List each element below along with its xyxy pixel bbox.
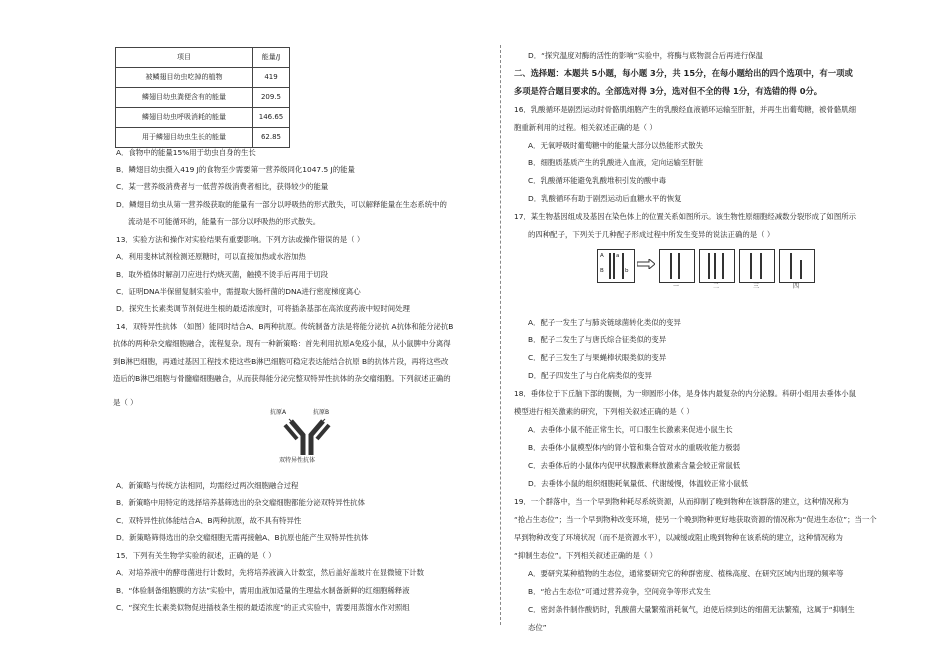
gene-label: B bbox=[600, 268, 604, 274]
option-text: D．“探究温度对酶的活性的影响”实验中，将酶与底物混合后再进行保温 bbox=[528, 51, 764, 60]
table-cell: 209.5 bbox=[253, 88, 290, 108]
option-text: C．配子三发生了与果蝇棒状眼类似的变异 bbox=[528, 353, 667, 362]
question-text: 抗体的两种杂交瘤细胞融合，流程复杂。现有一种新策略：首先利用抗原A免疫小鼠，从小鼠脾中分离得 bbox=[113, 339, 451, 348]
option-text: B．“抢占生态位”可通过营养竞争，空间竞争等形式发生 bbox=[528, 587, 711, 596]
question-text: 的四种配子，下列关于几种配子形成过程中所发生变异的说法正确的是（ ） bbox=[528, 230, 775, 239]
chromosome bbox=[722, 253, 724, 279]
option-text: C．双特异性抗体能结合A、B两种抗原，故不具有特异性 bbox=[116, 516, 302, 525]
option-text: A．新策略与传统方法相同，均需经过两次细胞融合过程 bbox=[116, 481, 299, 490]
option-text: C．某一营养级消费者与一低营养级消费者相比，获得较少的能量 bbox=[116, 182, 329, 191]
question-text: “抑制生态位”。下列相关叙述正确的是（ ） bbox=[514, 551, 658, 560]
table-header-cell: 能量/J bbox=[253, 48, 290, 68]
arrow-icon bbox=[637, 259, 655, 269]
chromosome bbox=[714, 253, 716, 279]
antibody-icon bbox=[283, 417, 331, 457]
question-text: “抢占生态位”；当一个早到物种改变环境，使另一个晚到物种更好地获取资源的情况称为“促进生态位”；当一个 bbox=[514, 515, 877, 524]
gamete-cell-3 bbox=[739, 249, 775, 283]
question-text: 造后的B淋巴细胞与骨髓瘤细胞融合，从而获得能分泌完整双特异性抗体的杂交瘤细胞。下列叙述正确的 bbox=[113, 374, 451, 383]
table-cell: 62.85 bbox=[253, 128, 290, 148]
option-text: A．无氧呼吸时葡萄糖中的能量大部分以热能形式散失 bbox=[528, 141, 704, 150]
option-text: D．配子四发生了与白化病类似的变异 bbox=[528, 371, 652, 380]
question-15: 15．下列有关生物学实验的叙述，正确的是（ ） bbox=[116, 551, 276, 560]
question-19: 19．一个群落中，当一个早到物种耗尽系统资源，从而抑制了晚到物种在该群落的建立，这种情况称为 bbox=[514, 497, 849, 506]
chromosome bbox=[790, 253, 792, 279]
antibody-caption: 双特异性抗体 bbox=[279, 457, 316, 464]
question-text: 早到物种改变了环境状况（而不是资源水平），以减缓或阻止晚到物种在该系统的建立，这种情况称为 bbox=[514, 533, 843, 542]
gene-label: a bbox=[616, 253, 620, 259]
option-text: D．去垂体小鼠的组织细胞耗氧量低、代谢缓慢，体温较正常小鼠低 bbox=[528, 479, 749, 488]
gamete-label: 二 bbox=[713, 283, 720, 290]
question-text: 到B淋巴细胞，再通过基因工程技术使这些B淋巴细胞可稳定表达能结合抗原 B的抗体片段，再将这些改 bbox=[113, 357, 449, 366]
column-divider bbox=[500, 45, 501, 625]
table-cell: 被鳞翅目幼虫吃掉的植物 bbox=[116, 68, 253, 88]
table-row bbox=[116, 88, 290, 108]
option-text: A．对培养液中的酵母菌进行计数时，先将培养液滴入计数室，然后盖好盖玻片在显微镜下计数 bbox=[116, 568, 425, 577]
chromosome bbox=[708, 253, 710, 279]
option-text: A．食物中的能量15%用于幼虫自身的生长 bbox=[116, 148, 256, 157]
question-text: 模型进行相关激素的研究，下列相关叙述正确的是（ ） bbox=[514, 407, 694, 416]
table-header-cell: 项目 bbox=[116, 48, 253, 68]
option-text: A．要研究某种植物的生态位，通常要研究它的种群密度、植株高度、在研究区域内出现的频率等 bbox=[528, 569, 844, 578]
gamete-cell-4 bbox=[779, 249, 815, 283]
chromosome bbox=[678, 253, 680, 279]
option-text: C．证明DNA半保留复制实验中，需提取大肠杆菌的DNA进行密度梯度离心 bbox=[116, 287, 361, 296]
option-text: D．鳞翅目幼虫从第一营养级获取的能量有一部分以呼吸热的形式散失，可以解释能量在生态系统中的 bbox=[116, 200, 447, 209]
option-text: C．密封条件制作酸奶时，乳酸菌大量繁殖消耗氧气，迫使后续到达的细菌无法繁殖，这属于“抑制生 bbox=[528, 605, 855, 614]
option-text: C．乳酸循环能避免乳酸堆积引发的酸中毒 bbox=[528, 176, 667, 185]
option-text: C．“探究生长素类似物促进插枝条生根的最适浓度”的正式实验中，需要用蒸馏水作对照组 bbox=[116, 603, 410, 612]
gamete-cell-2 bbox=[699, 249, 735, 283]
chromosome bbox=[800, 260, 802, 279]
gamete-figure bbox=[597, 247, 837, 295]
section-heading: 二、选择题：本题共 5小题，每小题 3分，共 15分，在每小题给出的四个选项中，有一项或 bbox=[514, 68, 853, 78]
chromosome bbox=[622, 253, 624, 279]
table-header-row bbox=[116, 48, 290, 68]
option-text: A．去垂体小鼠不能正常生长，可口服生长激素来促进小鼠生长 bbox=[528, 425, 733, 434]
chromosome bbox=[750, 253, 752, 279]
gene-label: b bbox=[625, 268, 629, 274]
option-text-cont: 流动是不可能循环的，能量有一部分以呼吸热的形式散失。 bbox=[128, 217, 321, 226]
option-text: B．取外植体时解剖刀应进行灼烧灭菌，触摸不烫手后再用于切段 bbox=[116, 270, 329, 279]
table-cell: 146.65 bbox=[253, 108, 290, 128]
question-13: 13．实验方法和操作对实验结果有重要影响。下列方法或操作错误的是（ ） bbox=[116, 235, 365, 244]
chromosome bbox=[670, 253, 672, 279]
table-cell: 鳞翅目幼虫呼吸消耗的能量 bbox=[116, 108, 253, 128]
question-14: 14．双特异性抗体 （如图）能同时结合A、B两种抗原。传统制备方法是将能分泌抗 A抗体和能分泌抗B bbox=[116, 322, 454, 331]
table-row bbox=[116, 128, 290, 148]
antigen-b-label: 抗原B bbox=[313, 409, 330, 416]
energy-table bbox=[115, 47, 290, 148]
question-text: 是（ ） bbox=[113, 398, 138, 407]
question-17: 17．某生物基因组成及基因在染色体上的位置关系如图所示。该生物性原细胞经减数分裂形成了如图所示 bbox=[514, 212, 856, 221]
gamete-label: 三 bbox=[753, 283, 760, 290]
section-heading: 多项是符合题目要求的。全部选对得 3分，选对但不全的得 1分，有选错的得 0分。 bbox=[514, 86, 823, 96]
option-text: A．配子一发生了与肺炎链球菌转化类似的变异 bbox=[528, 318, 681, 327]
option-text: B．新策略中用特定的选择培养基筛选出的杂交瘤细胞都能分泌双特异性抗体 bbox=[116, 498, 365, 507]
gamete-label: 一 bbox=[673, 283, 680, 290]
chromosome bbox=[613, 253, 615, 279]
gamete-cell-1 bbox=[659, 249, 695, 283]
option-text: B．“体验制备细胞膜的方法”实验中，需用血液加适量的生理盐水制备新鲜的红细胞稀释液 bbox=[116, 586, 410, 595]
option-text: B．鳞翅目幼虫摄入419 J的食物至少需要第一营养级同化1047.5 J的能量 bbox=[116, 165, 355, 174]
table-cell: 用于鳞翅目幼虫生长的能量 bbox=[116, 128, 253, 148]
option-text: C．去垂体后的小鼠体内促甲状腺激素释放激素含量会较正常鼠低 bbox=[528, 461, 741, 470]
question-text: 胞重新利用的过程。相关叙述正确的是（ ） bbox=[514, 123, 657, 132]
gene-label: A bbox=[600, 253, 604, 259]
table-row bbox=[116, 108, 290, 128]
option-text: D．新策略筛得选出的杂交瘤细胞无需再接触A、B抗原也能产生双特异性抗体 bbox=[116, 533, 369, 542]
chromosome bbox=[609, 253, 611, 279]
gamete-label: 四 bbox=[793, 283, 800, 290]
table-cell: 419 bbox=[253, 68, 290, 88]
table-row bbox=[116, 68, 290, 88]
antigen-a-label: 抗原A bbox=[270, 409, 287, 416]
option-text-cont: 态位” bbox=[528, 623, 547, 632]
option-text: D．探究生长素类调节剂促进生根的最适浓度时，可将插条基部在高浓度药液中短时间处理 bbox=[116, 304, 410, 313]
antibody-figure bbox=[265, 405, 355, 469]
question-18: 18．垂体位于下丘脑下部的腹侧，为一卵圆形小体，是身体内最复杂的内分泌腺。科研小组用去垂体小鼠 bbox=[514, 389, 856, 398]
question-16: 16．乳酸循环是剧烈运动时骨骼肌细胞产生的乳酸经血液循环运输至肝脏，并再生出葡萄糖，被骨骼肌细 bbox=[514, 105, 856, 114]
table-cell: 鳞翅目幼虫粪便含有的能量 bbox=[116, 88, 253, 108]
option-text: A．利用斐林试剂检测还原糖时，可以直接加热或水浴加热 bbox=[116, 252, 306, 261]
option-text: B．配子二发生了与唐氏综合征类似的变异 bbox=[528, 335, 667, 344]
parent-cell bbox=[597, 249, 635, 283]
option-text: D．乳酸循环有助于剧烈运动后血糖水平的恢复 bbox=[528, 194, 682, 203]
chromosome bbox=[760, 253, 762, 279]
option-text: B．去垂体小鼠模型体内的肾小管和集合管对水的重吸收能力极弱 bbox=[528, 443, 741, 452]
option-text: B．细胞质基质产生的乳酸进入血液，定向运输至肝脏 bbox=[528, 158, 704, 167]
